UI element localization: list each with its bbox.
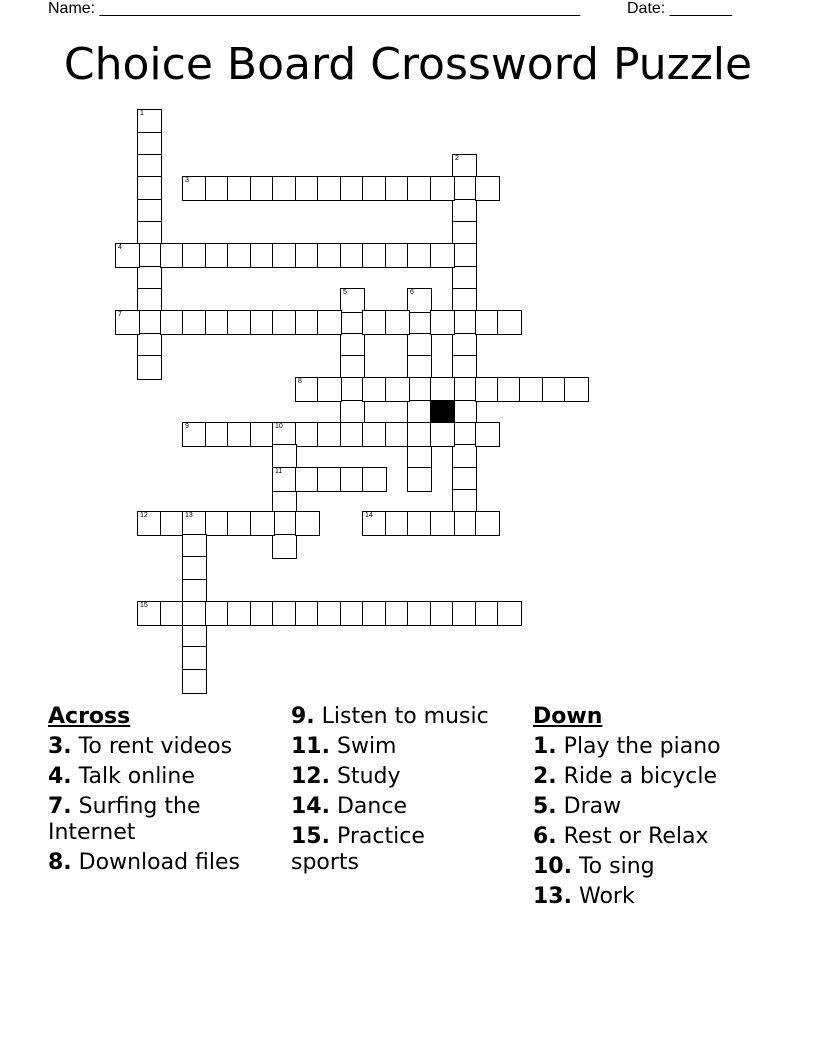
crossword-cell[interactable]	[317, 377, 342, 402]
crossword-cell[interactable]	[452, 310, 477, 335]
crossword-cell[interactable]	[137, 109, 162, 134]
clue-number: 4	[118, 244, 122, 251]
crossword-cell[interactable]	[385, 377, 410, 402]
clue-number-label: 11.	[291, 734, 330, 759]
clue-text: Dance	[336, 794, 407, 819]
crossword-cell[interactable]	[272, 467, 297, 492]
clue-item	[291, 704, 491, 730]
crossword-cell[interactable]	[227, 310, 252, 335]
clue-item	[533, 824, 773, 850]
crossword-cell[interactable]	[272, 243, 297, 268]
crossword-cell[interactable]	[362, 422, 387, 447]
clue-number: 13	[185, 512, 193, 519]
clue-number: 9	[185, 423, 189, 430]
clue-number: 7	[118, 311, 122, 318]
crossword-cell[interactable]	[182, 310, 207, 335]
clue-number: 1	[140, 110, 144, 117]
crossword-cell[interactable]	[227, 176, 252, 201]
crossword-cell[interactable]	[317, 467, 342, 492]
clue-item	[291, 734, 491, 760]
clue-item	[291, 824, 491, 876]
clue-text: Talk online	[78, 764, 195, 789]
crossword-cell[interactable]	[272, 511, 297, 536]
clue-number-label: 2.	[533, 764, 557, 789]
crossword-cell[interactable]	[497, 601, 522, 626]
clue-number: 8	[298, 378, 302, 385]
down-heading: Down	[533, 704, 603, 729]
crossword-cell[interactable]	[475, 422, 500, 447]
crossword-cell[interactable]	[227, 422, 252, 447]
crossword-cell[interactable]	[227, 243, 252, 268]
crossword-cell[interactable]	[452, 444, 477, 469]
clue-number: 5	[343, 289, 347, 296]
clue-text: Work	[578, 884, 635, 909]
crossword-cell[interactable]	[430, 422, 455, 447]
crossword-cell[interactable]	[362, 467, 387, 492]
crossword-cell[interactable]	[137, 511, 162, 536]
crossword-cell[interactable]	[362, 377, 387, 402]
clue-number-label: 13.	[533, 884, 572, 909]
across-heading: Across	[48, 704, 131, 729]
crossword-cell[interactable]	[272, 444, 297, 469]
crossword-cell[interactable]	[452, 511, 477, 536]
crossword-cell[interactable]	[137, 243, 162, 268]
crossword-cell[interactable]	[362, 310, 387, 335]
crossword-cell[interactable]	[385, 310, 410, 335]
crossword-cell[interactable]	[407, 467, 432, 492]
crossword-cell[interactable]	[362, 601, 387, 626]
clue-text: To sing	[578, 854, 655, 879]
crossword-cell[interactable]	[407, 601, 432, 626]
crossword-cell[interactable]	[497, 310, 522, 335]
clue-number-label: 9.	[291, 704, 315, 729]
clue-number: 15	[140, 602, 148, 609]
clue-number-label: 10.	[533, 854, 572, 879]
clue-number: 3	[185, 177, 189, 184]
crossword-cell[interactable]	[250, 511, 275, 536]
crossword-cell[interactable]	[362, 176, 387, 201]
crossword-cell[interactable]	[137, 310, 162, 335]
crossword-cell[interactable]	[407, 422, 432, 447]
clue-text: Draw	[563, 794, 622, 819]
crossword-cell[interactable]	[227, 601, 252, 626]
crossword-cell[interactable]	[295, 511, 320, 536]
clue-number: 10	[275, 423, 283, 430]
crossword-cell[interactable]	[430, 243, 455, 268]
clue-number-label: 1.	[533, 734, 557, 759]
clue-item	[533, 854, 773, 880]
crossword-cell[interactable]	[272, 601, 297, 626]
crossword-cell[interactable]	[182, 646, 207, 671]
clue-number-label: 5.	[533, 794, 557, 819]
clue-number-label: 14.	[291, 794, 330, 819]
crossword-cell[interactable]	[317, 601, 342, 626]
crossword-cell[interactable]	[317, 310, 342, 335]
clue-number-label: 7.	[48, 794, 72, 819]
crossword-cell[interactable]	[430, 176, 455, 201]
clue-text: Ride a bicycle	[563, 764, 717, 789]
crossword-cell[interactable]	[407, 511, 432, 536]
crossword-cell[interactable]	[407, 377, 432, 402]
clue-item	[533, 794, 773, 820]
crossword-cell[interactable]	[182, 422, 207, 447]
crossword-cell[interactable]	[362, 511, 387, 536]
crossword-cell[interactable]	[182, 243, 207, 268]
clue-item	[533, 734, 773, 760]
crossword-cell[interactable]	[430, 377, 455, 402]
page-title: Choice Board Crossword Puzzle	[63, 39, 753, 90]
across-clues-column-2	[291, 704, 491, 880]
crossword-cell[interactable]	[452, 176, 477, 201]
crossword-cell[interactable]	[475, 511, 500, 536]
crossword-cell[interactable]	[115, 243, 140, 268]
clue-number: 14	[365, 512, 373, 519]
crossword-cell[interactable]	[407, 444, 432, 469]
crossword-cell[interactable]	[452, 601, 477, 626]
crossword-cell[interactable]	[137, 601, 162, 626]
clue-item	[533, 764, 773, 790]
down-clues-column	[533, 704, 773, 914]
crossword-cell[interactable]	[115, 310, 140, 335]
date-field-label: Date: _______	[627, 0, 732, 17]
crossword-cell[interactable]	[317, 422, 342, 447]
crossword-cell[interactable]	[182, 601, 207, 626]
clue-number-label: 6.	[533, 824, 557, 849]
clue-text: Surfing the Internet	[48, 794, 201, 845]
crossword-cell[interactable]	[564, 377, 589, 402]
crossword-cell[interactable]	[475, 176, 500, 201]
clue-text: Practice sports	[291, 824, 425, 875]
clue-number-label: 4.	[48, 764, 72, 789]
crossword-cell[interactable]	[137, 176, 162, 201]
clue-number: 6	[410, 289, 414, 296]
clue-number-label: 12.	[291, 764, 330, 789]
clue-item	[48, 734, 278, 760]
clue-number-label: 3.	[48, 734, 72, 759]
clue-text: Swim	[336, 734, 397, 759]
crossword-cell[interactable]	[272, 310, 297, 335]
crossword-cell[interactable]	[227, 511, 252, 536]
crossword-cell[interactable]	[272, 534, 297, 559]
clue-text: Study	[336, 764, 401, 789]
crossword-cell[interactable]	[182, 511, 207, 536]
clue-number: 11	[275, 468, 283, 475]
crossword-cell[interactable]	[407, 288, 432, 313]
clue-number-label: 8.	[48, 850, 72, 875]
crossword-cell[interactable]	[430, 511, 455, 536]
clue-number: 12	[140, 512, 148, 519]
clue-number: 2	[455, 155, 459, 162]
crossword-cell[interactable]	[519, 377, 544, 402]
clue-item	[48, 794, 278, 846]
name-field-label: Name: ______________________________________________________	[48, 0, 581, 17]
crossword-cell[interactable]	[317, 176, 342, 201]
clue-item	[291, 764, 491, 790]
clue-text: Rest or Relax	[563, 824, 709, 849]
clue-item	[48, 850, 278, 876]
clue-number-label: 15.	[291, 824, 330, 849]
crossword-cell[interactable]	[430, 310, 455, 335]
crossword-cell[interactable]	[452, 377, 477, 402]
across-clues-column-1	[48, 704, 278, 880]
clue-item	[533, 884, 773, 910]
clue-text: Download files	[78, 850, 240, 875]
clue-item	[291, 794, 491, 820]
clue-text: To rent videos	[78, 734, 233, 759]
crossword-cell[interactable]	[317, 243, 342, 268]
clue-text: Play the piano	[563, 734, 721, 759]
crossword-cell[interactable]	[182, 176, 207, 201]
crossword-cell[interactable]	[362, 243, 387, 268]
crossword-cell[interactable]	[407, 243, 432, 268]
clue-text: Listen to music	[321, 704, 489, 729]
crossword-cell[interactable]	[407, 176, 432, 201]
clue-item	[48, 764, 278, 790]
crossword-cell[interactable]	[452, 243, 477, 268]
crossword-cell[interactable]	[182, 669, 207, 694]
crossword-cell[interactable]	[182, 556, 207, 581]
crossword-cell[interactable]	[137, 355, 162, 380]
crossword-cell[interactable]	[272, 176, 297, 201]
